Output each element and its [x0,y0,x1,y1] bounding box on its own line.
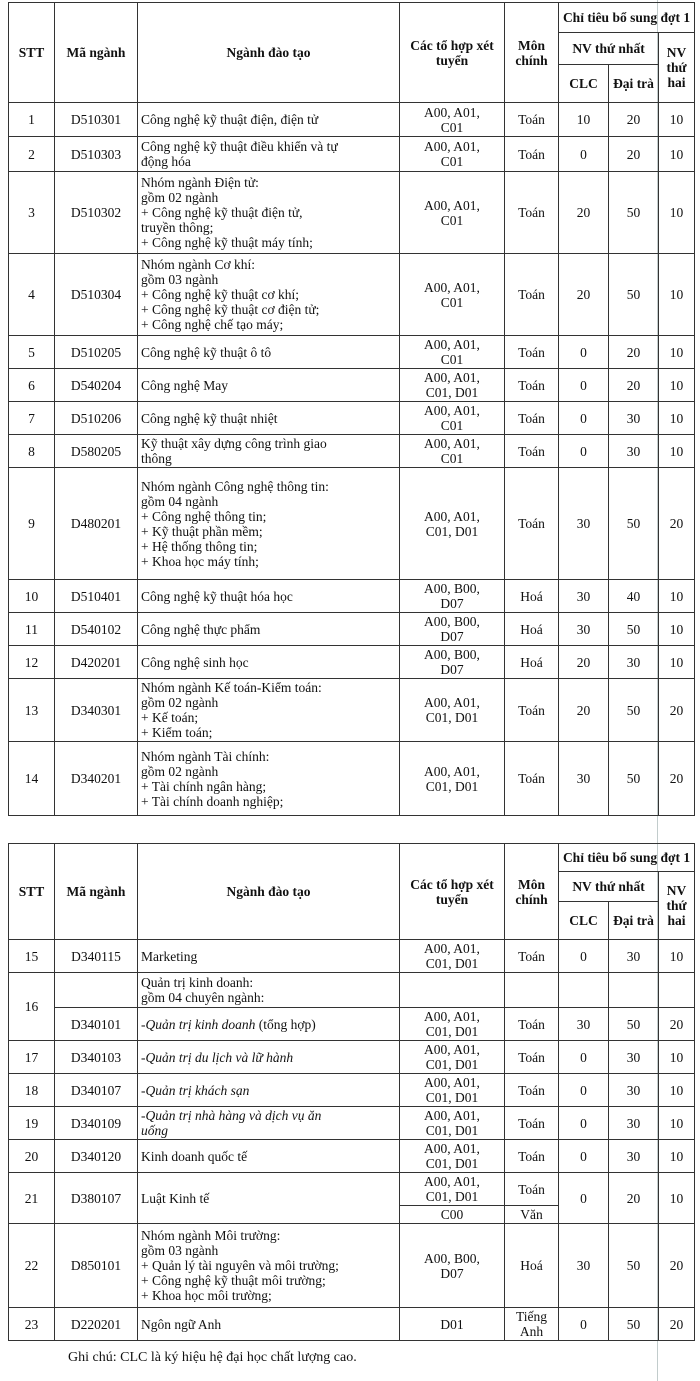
cell-stt: 2 [9,137,55,172]
cell-dai-tra: 50 [609,613,659,646]
cell-ten: Công nghệ sinh học [138,646,400,679]
header-nv1: NV thứ nhất [559,872,659,902]
cell-ten: Công nghệ kỹ thuật điện, điện tử [138,103,400,137]
cell-dai-tra: 50 [609,1224,659,1308]
cell-mon: Toán [505,1074,559,1107]
cell-clc: 0 [559,435,609,468]
table-row [9,369,695,402]
cell-dai-tra: 30 [609,1107,659,1140]
header-to-hop: Các tổ hợp xét tuyển [400,844,505,940]
cell-stt: 20 [9,1140,55,1173]
cell-ma: D380107 [55,1173,138,1224]
table-row [9,973,695,1008]
cell-ma: D540102 [55,613,138,646]
cell-tohop: A00, A01, C01 [400,402,505,435]
cell-stt: 6 [9,369,55,402]
cell-dai-tra: 30 [609,435,659,468]
cell-clc: 20 [559,679,609,742]
cell-tohop: A00, B00, D07 [400,1224,505,1308]
header-ma-nganh: Mã ngành [55,844,138,940]
cell-ten: Công nghệ kỹ thuật điều khiển và tự động hóa [138,137,400,172]
cell-tohop: A00, A01, C01, D01 [400,1173,505,1206]
cell-clc: 0 [559,1041,609,1074]
cell-tohop: A00, A01, C01, D01 [400,742,505,816]
cell-ten: -Quản trị du lịch và lữ hành [138,1041,400,1074]
cell-stt: 8 [9,435,55,468]
cell-tohop: A00, A01, C01, D01 [400,1041,505,1074]
header-dai-tra: Đại trà [609,902,659,940]
cell-tohop: A00, A01, C01 [400,103,505,137]
cell-mon: Hoá [505,1224,559,1308]
cell-dai-tra: 50 [609,742,659,816]
cell-ten: Nhóm ngành Công nghệ thông tin: gồm 04 ngành + Công nghệ thông tin; + Kỹ thuật phần mềm; + Hệ thống thông tin; + Khoa học máy tính; [138,468,400,580]
table-row [9,402,695,435]
cell-stt: 12 [9,646,55,679]
table-row [9,137,695,172]
cell-clc: 0 [559,1173,609,1224]
cell-empty [505,973,559,1008]
cell-tohop: A00, A01, C01 [400,254,505,336]
cell-clc: 0 [559,1308,609,1341]
cell-ten: Kỹ thuật xây dựng công trình giao thông [138,435,400,468]
cell-dai-tra: 30 [609,646,659,679]
cell-ma: D510401 [55,580,138,613]
cell-ten: Công nghệ kỹ thuật nhiệt [138,402,400,435]
cell-clc: 0 [559,137,609,172]
cell-nv2: 10 [659,1041,695,1074]
cell-ten-group: Quản trị kinh doanh: gồm 04 chuyên ngành: [138,973,400,1008]
cell-ten: Công nghệ kỹ thuật hóa học [138,580,400,613]
cell-mon: Toán [505,1008,559,1041]
cell-nv2: 10 [659,580,695,613]
header-ma-nganh: Mã ngành [55,3,138,103]
cell-clc: 20 [559,254,609,336]
cell-mon: Toán [505,172,559,254]
cell-mon: Tiếng Anh [505,1308,559,1341]
cell-ma: D510303 [55,137,138,172]
cell-tohop: A00, A01, C01 [400,336,505,369]
table-row [9,254,695,336]
cell-clc: 30 [559,1224,609,1308]
cell-ma: D510304 [55,254,138,336]
cell-mon: Toán [505,369,559,402]
cell-clc: 30 [559,468,609,580]
cell-clc: 30 [559,613,609,646]
cell-ten: Nhóm ngành Kế toán-Kiểm toán: gồm 02 ngành + Kế toán; + Kiểm toán; [138,679,400,742]
cell-ten: -Quản trị nhà hàng và dịch vụ ăn uống [138,1107,400,1140]
cell-clc: 0 [559,402,609,435]
cell-tohop: A00, A01, C01, D01 [400,369,505,402]
cell-ma: D540204 [55,369,138,402]
cell-dai-tra: 30 [609,1140,659,1173]
header-dai-tra: Đại trà [609,65,659,103]
cell-ten: Nhóm ngành Môi trường: gồm 03 ngành + Quản lý tài nguyên và môi trường; + Công nghệ kỹ thuật môi trường; + Khoa học môi trường; [138,1224,400,1308]
cell-nv2: 10 [659,402,695,435]
cell-tohop: A00, A01, C01, D01 [400,468,505,580]
cell-tohop: A00, B00, D07 [400,580,505,613]
cell-dai-tra: 50 [609,1008,659,1041]
cell-dai-tra: 50 [609,468,659,580]
cell-dai-tra: 20 [609,137,659,172]
cell-stt: 5 [9,336,55,369]
cell-nv2: 10 [659,613,695,646]
cell-ma: D340103 [55,1041,138,1074]
cell-mon: Hoá [505,580,559,613]
header-mon-chinh: Môn chính [505,3,559,103]
admission-table-2 [8,843,695,1341]
cell-tohop: A00, A01, C01, D01 [400,679,505,742]
cell-mon: Toán [505,435,559,468]
cell-mon: Toán [505,103,559,137]
table-row [9,172,695,254]
cell-dai-tra: 20 [609,336,659,369]
cell-tohop: A00, B00, D07 [400,613,505,646]
cell-tohop: A00, A01, C01, D01 [400,1074,505,1107]
cell-mon: Toán [505,1107,559,1140]
cell-clc: 20 [559,646,609,679]
cell-stt: 4 [9,254,55,336]
cell-clc: 30 [559,580,609,613]
table-row [9,1107,695,1140]
cell-nv2: 10 [659,1173,695,1224]
cell-tohop: A00, A01, C01, D01 [400,940,505,973]
cell-ma: D220201 [55,1308,138,1341]
table-row [9,1008,695,1041]
cell-ma: D510205 [55,336,138,369]
cell-mon: Hoá [505,646,559,679]
cell-empty [400,973,505,1008]
cell-ten: Luật Kinh tế [138,1173,400,1224]
cell-ma: D510302 [55,172,138,254]
cell-tohop: C00 [400,1206,505,1224]
header-nganh: Ngành đào tạo [138,3,400,103]
cell-mon: Toán [505,1140,559,1173]
cell-dai-tra: 50 [609,172,659,254]
table-row [9,1173,695,1206]
cell-dai-tra: 20 [609,369,659,402]
cell-ten: Ngôn ngữ Anh [138,1308,400,1341]
cell-stt: 22 [9,1224,55,1308]
cell-nv2: 10 [659,1140,695,1173]
cell-nv2: 10 [659,646,695,679]
cell-nv2: 20 [659,679,695,742]
cell-ten: Công nghệ kỹ thuật ô tô [138,336,400,369]
table-row [9,940,695,973]
cell-dai-tra: 50 [609,1308,659,1341]
cell-ma: D340109 [55,1107,138,1140]
footnote: Ghi chú: CLC là ký hiệu hệ đại học chất lượng cao. [68,1350,357,1365]
cell-dai-tra: 30 [609,402,659,435]
cell-dai-tra: 20 [609,103,659,137]
cell-stt: 23 [9,1308,55,1341]
admission-table-1 [8,2,695,816]
table-row [9,1308,695,1341]
cell-tohop: A00, A01, C01, D01 [400,1107,505,1140]
cell-mon: Toán [505,336,559,369]
table-row [9,1224,695,1308]
table-row [9,336,695,369]
cell-nv2: 20 [659,1008,695,1041]
cell-tohop: D01 [400,1308,505,1341]
cell-clc: 30 [559,742,609,816]
cell-tohop: A00, A01, C01, D01 [400,1140,505,1173]
cell-clc: 30 [559,1008,609,1041]
cell-nv2: 10 [659,1107,695,1140]
cell-tohop: A00, A01, C01, D01 [400,1008,505,1041]
table-row [9,646,695,679]
cell-ma: D340115 [55,940,138,973]
cell-stt: 14 [9,742,55,816]
cell-mon: Toán [505,1173,559,1206]
cell-ma-empty [55,973,138,1008]
cell-ma: D340107 [55,1074,138,1107]
cell-ma: D340301 [55,679,138,742]
cell-stt: 1 [9,103,55,137]
cell-clc: 0 [559,1107,609,1140]
cell-dai-tra: 20 [609,1173,659,1224]
cell-mon: Toán [505,940,559,973]
cell-stt: 11 [9,613,55,646]
cell-stt: 19 [9,1107,55,1140]
table-row [9,468,695,580]
cell-dai-tra: 40 [609,580,659,613]
cell-nv2: 20 [659,468,695,580]
cell-clc: 10 [559,103,609,137]
cell-nv2: 10 [659,336,695,369]
cell-ma: D420201 [55,646,138,679]
header-clc: CLC [559,65,609,103]
table-row [9,1041,695,1074]
cell-dai-tra: 50 [609,254,659,336]
header-stt: STT [9,844,55,940]
cell-empty [609,973,659,1008]
cell-ma: D340201 [55,742,138,816]
header-nv2: NV thứ hai [659,872,695,940]
table-row [9,1140,695,1173]
cell-empty [659,973,695,1008]
cell-ma: D850101 [55,1224,138,1308]
table-row [9,580,695,613]
cell-ma: D340101 [55,1008,138,1041]
table-row [9,435,695,468]
cell-nv2: 10 [659,103,695,137]
header-chi-tieu: Chỉ tiêu bổ sung đợt 1 [559,3,695,33]
header-nv1: NV thứ nhất [559,33,659,65]
cell-stt: 17 [9,1041,55,1074]
cell-ma: D580205 [55,435,138,468]
cell-ten: -Quản trị kinh doanh (tổng hợp) [138,1008,400,1041]
cell-ten: Nhóm ngành Điện tử: gồm 02 ngành + Công nghệ kỹ thuật điện tử, truyền thông; + Công nghệ kỹ thuật máy tính; [138,172,400,254]
cell-mon: Hoá [505,613,559,646]
cell-ma: D480201 [55,468,138,580]
header-clc: CLC [559,902,609,940]
cell-nv2: 20 [659,1224,695,1308]
cell-mon: Toán [505,679,559,742]
cell-ten: Công nghệ thực phẩm [138,613,400,646]
cell-tohop: A00, B00, D07 [400,646,505,679]
cell-nv2: 10 [659,1074,695,1107]
header-stt: STT [9,3,55,103]
cell-ma: D510301 [55,103,138,137]
table-row [9,742,695,816]
cell-empty [559,973,609,1008]
cell-stt: 16 [9,973,55,1041]
cell-mon: Toán [505,1041,559,1074]
cell-ten: Công nghệ May [138,369,400,402]
cell-nv2: 10 [659,435,695,468]
table-row [9,103,695,137]
header-chi-tieu: Chỉ tiêu bổ sung đợt 1 [559,844,695,872]
cell-stt: 10 [9,580,55,613]
cell-tohop: A00, A01, C01 [400,435,505,468]
cell-ten: Nhóm ngành Cơ khí: gồm 03 ngành + Công nghệ kỹ thuật cơ khí; + Công nghệ kỹ thuật cơ điện tử; + Công nghệ chế tạo máy; [138,254,400,336]
cell-mon: Toán [505,137,559,172]
cell-clc: 20 [559,172,609,254]
cell-ten: Kinh doanh quốc tế [138,1140,400,1173]
cell-mon: Văn [505,1206,559,1224]
cell-nv2: 10 [659,254,695,336]
cell-ten: -Quản trị khách sạn [138,1074,400,1107]
header-to-hop: Các tổ hợp xét tuyển [400,3,505,103]
cell-clc: 0 [559,1074,609,1107]
cell-mon: Toán [505,742,559,816]
cell-dai-tra: 50 [609,679,659,742]
cell-nv2: 10 [659,940,695,973]
header-mon-chinh: Môn chính [505,844,559,940]
cell-nv2: 20 [659,742,695,816]
cell-ten: Nhóm ngành Tài chính: gồm 02 ngành + Tài chính ngân hàng; + Tài chính doanh nghiệp; [138,742,400,816]
cell-nv2: 10 [659,369,695,402]
cell-clc: 0 [559,369,609,402]
table-row [9,1074,695,1107]
cell-ma: D510206 [55,402,138,435]
cell-stt: 9 [9,468,55,580]
cell-ma: D340120 [55,1140,138,1173]
table-row [9,679,695,742]
cell-tohop: A00, A01, C01 [400,137,505,172]
cell-stt: 7 [9,402,55,435]
cell-mon: Toán [505,254,559,336]
table-row [9,613,695,646]
cell-nv2: 20 [659,1308,695,1341]
cell-clc: 0 [559,940,609,973]
cell-dai-tra: 30 [609,1041,659,1074]
cell-mon: Toán [505,468,559,580]
cell-nv2: 10 [659,172,695,254]
cell-stt: 3 [9,172,55,254]
cell-clc: 0 [559,336,609,369]
cell-stt: 13 [9,679,55,742]
header-nganh: Ngành đào tạo [138,844,400,940]
cell-tohop: A00, A01, C01 [400,172,505,254]
cell-stt: 15 [9,940,55,973]
cell-clc: 0 [559,1140,609,1173]
cell-dai-tra: 30 [609,1074,659,1107]
header-nv2: NV thứ hai [659,33,695,103]
cell-dai-tra: 30 [609,940,659,973]
cell-stt: 18 [9,1074,55,1107]
cell-mon: Toán [505,402,559,435]
cell-stt: 21 [9,1173,55,1224]
cell-nv2: 10 [659,137,695,172]
cell-ten: Marketing [138,940,400,973]
